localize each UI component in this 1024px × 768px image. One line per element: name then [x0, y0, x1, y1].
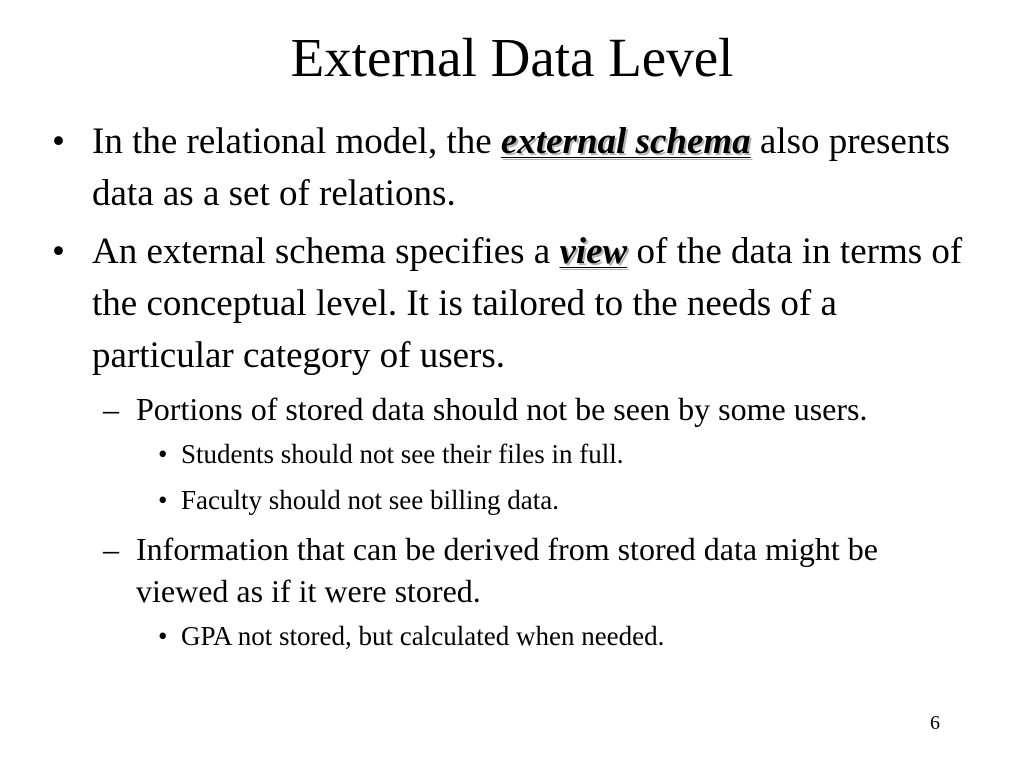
sub-bullet-text: Portions of stored data should not be seen by some users. [136, 391, 868, 427]
sub-sub-bullet-item [0, 482, 1024, 519]
bullet-text-start: In the relational model, the [92, 121, 501, 162]
page-number: 6 [930, 712, 940, 734]
bullet-text-end: of the data in terms of the conceptual level. It is tailored to the needs of a particular category of users. [92, 231, 963, 376]
bullet-text-end: also presents data as a set of relations. [92, 121, 951, 214]
sub-sub-bullet-item [0, 618, 1024, 655]
bullet-marker: • [158, 485, 168, 515]
dash-marker: – [103, 531, 119, 567]
bullet-marker: • [52, 231, 65, 272]
dash-marker: – [103, 391, 119, 427]
bullet-item [0, 226, 1024, 382]
bullet-item [0, 116, 1024, 220]
bullet-marker: • [158, 621, 168, 651]
bullet-marker: • [158, 439, 168, 469]
emphasized-term: external schema [500, 121, 751, 162]
sub-bullet-item [0, 528, 1024, 612]
sub-sub-bullet-text: Faculty should not see billing data. [181, 485, 559, 515]
sub-bullet-text: Information that can be derived from stored data might be viewed as if it were stored. [136, 531, 878, 609]
sub-sub-bullet-item [0, 436, 1024, 473]
emphasized-term: view [559, 231, 628, 272]
bullet-marker: • [52, 121, 65, 162]
slide-body [0, 116, 1024, 664]
sub-sub-bullet-text: GPA not stored, but calculated when needed. [181, 621, 665, 651]
slide-title: External Data Level [290, 27, 734, 88]
sub-sub-bullet-text: Students should not see their files in full. [181, 439, 624, 469]
sub-bullet-item [0, 388, 1024, 430]
bullet-text-start: An external schema specifies a [92, 231, 560, 272]
